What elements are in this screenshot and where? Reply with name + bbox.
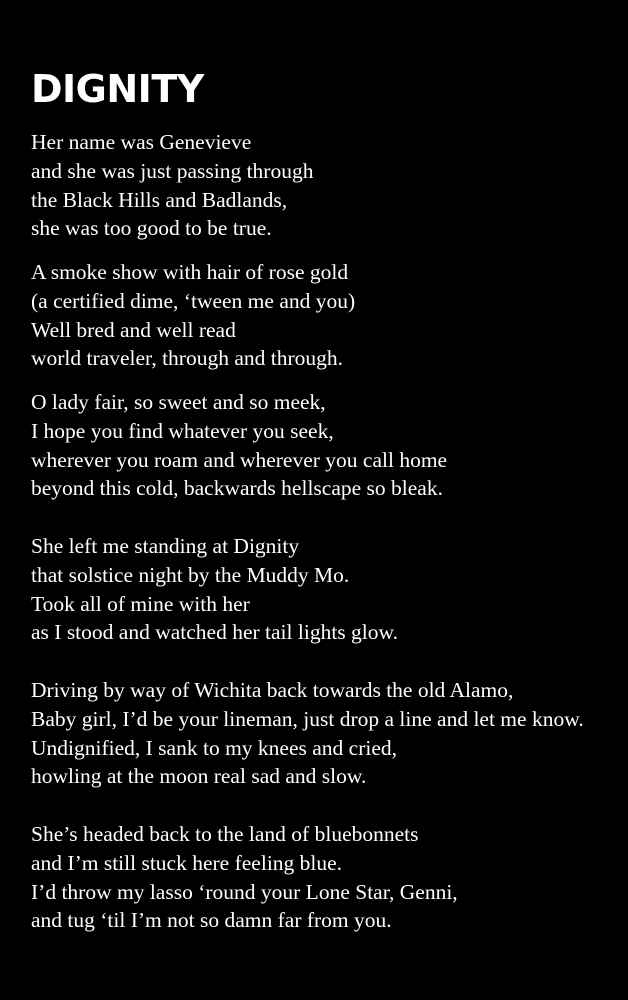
stanza-6 <box>31 820 611 935</box>
poem-line: She’s headed back to the land of bluebonnets <box>31 821 419 846</box>
poem-line: howling at the moon real sad and slow. <box>31 764 367 789</box>
poem-line: and tug ‘til I’m not so damn far from you. <box>31 908 392 933</box>
poem-line: I’d throw my lasso ‘round your Lone Star, Genni, <box>31 879 458 904</box>
poem-line: O lady fair, so sweet and so meek, <box>31 389 326 414</box>
stanza-4 <box>31 532 611 647</box>
poem-line: (a certified dime, ‘tween me and you) <box>31 288 356 313</box>
poem-line: world traveler, through and through. <box>31 346 344 371</box>
stanza-5 <box>31 676 611 791</box>
poem-line: the Black Hills and Badlands, <box>31 187 288 212</box>
poem-line: she was too good to be true. <box>31 216 272 241</box>
stanza-1 <box>31 128 611 243</box>
stanza-3 <box>31 388 611 503</box>
poem-line: Her name was Genevieve <box>31 130 252 154</box>
poem-line: A smoke show with hair of rose gold <box>31 259 349 284</box>
poem-body <box>31 128 611 964</box>
poem-line: I hope you find whatever you seek, <box>31 418 334 443</box>
poem-line: She left me standing at Dignity <box>31 533 300 558</box>
poem-line: wherever you roam and wherever you call home <box>31 447 448 472</box>
poem-line: Baby girl, I’d be your lineman, just drop a line and let me know. <box>31 706 584 731</box>
stanza-2 <box>31 258 611 373</box>
poem-line: as I stood and watched her tail lights glow. <box>31 620 399 645</box>
poem-line: Undignified, I sank to my knees and cried, <box>31 735 398 760</box>
poem-line: and she was just passing through <box>31 158 314 183</box>
poem-line: beyond this cold, backwards hellscape so bleak. <box>31 476 443 501</box>
poem-line: Driving by way of Wichita back towards the old Alamo, <box>31 677 514 702</box>
poem-line: and I’m still stuck here feeling blue. <box>31 850 343 875</box>
poem-line: Took all of mine with her <box>31 591 250 616</box>
poem-title: DIGNITY <box>31 67 204 111</box>
poem-line: that solstice night by the Muddy Mo. <box>31 562 350 587</box>
poem-line: Well bred and well read <box>31 317 236 342</box>
